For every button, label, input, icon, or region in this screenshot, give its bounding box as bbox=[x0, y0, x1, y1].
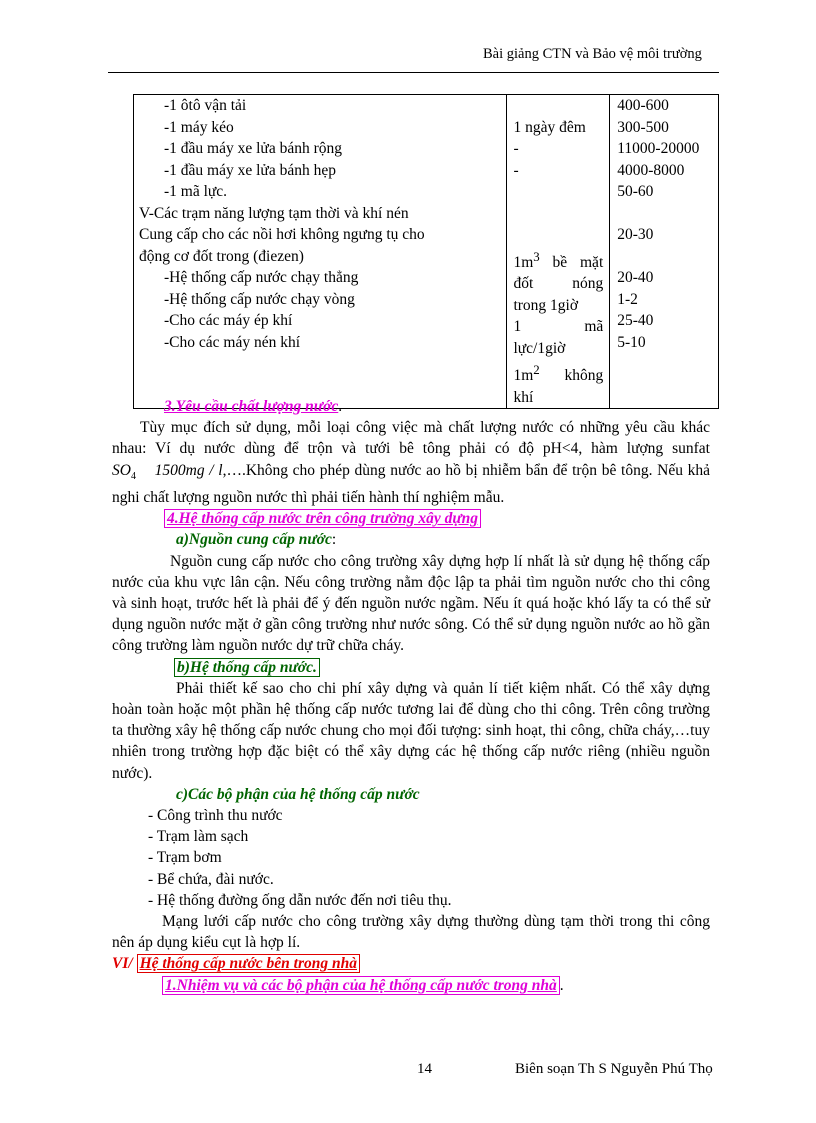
unit-text: 1m bbox=[513, 253, 534, 271]
value-line: 1-2 bbox=[617, 290, 638, 308]
table-cell-unit bbox=[507, 95, 610, 409]
subsection-b-text: b)Hệ thống cấp nước. bbox=[174, 658, 320, 677]
header-rule bbox=[108, 72, 719, 73]
unit-line bbox=[513, 203, 603, 225]
desc-line: động cơ đốt trong (điezen) bbox=[139, 247, 304, 265]
value-line bbox=[617, 246, 712, 268]
paragraph-text: Tùy mục đích sử dụng, mỗi loại công việc mà chất lượng nước có những yêu cầu khác nhau: Ví dụ nước dùng để trộn và tưới bê tông phải có độ pH<4, hàm lượng sunfat bbox=[112, 419, 710, 458]
unit-line bbox=[513, 316, 603, 338]
page-header-title: Bài giảng CTN và Bảo vệ môi trường bbox=[483, 46, 702, 62]
value-line: 4000-8000 bbox=[617, 161, 685, 179]
section-3-heading-text: 3.Yêu cầu chất lượng nước bbox=[164, 398, 339, 415]
subsection-c-paragraph: Mạng lưới cấp nước cho công trường xây dựng thường dùng tạm thời trong thi công nên áp dụng kiểu cụt là hợp lí. bbox=[112, 912, 710, 952]
desc-line: V-Các trạm năng lượng tạm thời và khí nén bbox=[139, 204, 409, 222]
desc-line: -1 mã lực. bbox=[164, 183, 228, 200]
value-line bbox=[617, 203, 712, 225]
section-6-sub1 bbox=[112, 975, 710, 996]
desc-line: -1 máy kéo bbox=[164, 118, 234, 136]
unit-line bbox=[513, 95, 603, 117]
section-4-heading-text: 4.Hệ thống cấp nước trên công trường xây dựng bbox=[164, 509, 481, 528]
value-line: 20-30 bbox=[617, 226, 654, 243]
table-cell-description bbox=[134, 95, 507, 409]
desc-line: -1 ôtô vận tải bbox=[164, 97, 247, 114]
list-item: - Công trình thu nước bbox=[148, 806, 283, 824]
heading-dot: . bbox=[559, 976, 564, 994]
unit-line bbox=[513, 224, 603, 246]
section-6-sub1-text: 1.Nhiệm vụ và các bộ phận của hệ thống cấp nước trong nhà bbox=[162, 976, 560, 995]
desc-line: Cung cấp cho các nồi hơi không ngưng tụ cho bbox=[139, 226, 425, 243]
unit-text: mã bbox=[584, 318, 604, 336]
section-3-heading bbox=[112, 396, 710, 417]
desc-line: -Hệ thống cấp nước chạy vòng bbox=[164, 290, 355, 308]
footer-author: Biên soạn Th S Nguyễn Phú Thọ bbox=[515, 1061, 713, 1077]
main-content bbox=[112, 396, 710, 996]
heading-dot: . bbox=[338, 398, 343, 415]
formula-value: 1500mg / l bbox=[154, 461, 223, 479]
value-line: 25-40 bbox=[617, 312, 654, 329]
unit-exponent: 3 bbox=[533, 248, 540, 264]
subsection-c-heading bbox=[112, 784, 710, 805]
subsection-c-text: c)Các bộ phận của hệ thống cấp nước bbox=[176, 785, 420, 803]
unit-line: khí bbox=[513, 388, 534, 406]
section-6-heading-text: Hệ thống cấp nước bên trong nhà bbox=[137, 954, 360, 973]
desc-line: -1 đầu máy xe lửa bánh hẹp bbox=[164, 161, 336, 179]
section-4-heading bbox=[112, 508, 710, 529]
section-6-prefix: VI/ bbox=[112, 955, 133, 973]
desc-line: -Cho các máy ép khí bbox=[164, 312, 293, 329]
formula-subscript: 4 bbox=[130, 470, 136, 482]
table-cell-value bbox=[610, 95, 719, 409]
unit-text: 1m bbox=[513, 367, 534, 385]
unit-line: - bbox=[513, 161, 519, 179]
unit-exponent: 2 bbox=[533, 362, 540, 378]
unit-line: lực/1giờ bbox=[513, 339, 566, 357]
subsection-a-text: a)Nguồn cung cấp nước bbox=[176, 531, 332, 549]
subsection-a-paragraph: Nguồn cung cấp nước cho công trường xây dựng hợp lí nhất là sử dụng hệ thống cấp nước của khu vực lân cận. Nếu công trường nằm độc lập ta phải tìm nguồn nước cho thi công và sinh hoạt, trước hết là phải để ý đến nguồn nước ngầm. Nếu ít quá hoặc khó lấy ta có thể sử dụng nguồn nước mặt ở gần công trường như nước sông. Có thể sử dụng nguồn nước ao hồ gần công trường làm nguồn nước dự trữ chữa cháy. bbox=[112, 552, 710, 655]
heading-colon: : bbox=[331, 531, 337, 549]
water-usage-table bbox=[133, 94, 719, 409]
table-row bbox=[134, 95, 719, 409]
list-item: - Trạm làm sạch bbox=[148, 828, 249, 846]
value-line: 20-40 bbox=[617, 269, 654, 286]
list-item: - Hệ thống đường ống dẫn nước đến nơi tiêu thụ. bbox=[148, 891, 452, 909]
value-line: 50-60 bbox=[617, 183, 654, 200]
sulfate-formula bbox=[112, 461, 223, 482]
desc-line: -Cho các máy nén khí bbox=[164, 333, 301, 351]
unit-line bbox=[513, 181, 603, 203]
value-line: 300-500 bbox=[617, 118, 669, 136]
unit-line: 1 ngày đêm bbox=[513, 118, 586, 136]
section-3-paragraph bbox=[112, 417, 710, 508]
page-number: 14 bbox=[417, 1061, 432, 1077]
unit-text: 1 bbox=[513, 318, 522, 336]
unit-line: - bbox=[513, 140, 519, 157]
list-item: - Bể chứa, đài nước. bbox=[148, 870, 274, 888]
desc-line: -Hệ thống cấp nước chạy thẳng bbox=[164, 269, 359, 286]
desc-line: -1 đầu máy xe lửa bánh rộng bbox=[164, 140, 342, 157]
value-line: 11000-20000 bbox=[617, 140, 700, 157]
unit-text: không bbox=[539, 367, 604, 385]
list-item: - Trạm bơm bbox=[148, 849, 222, 867]
unit-line bbox=[513, 359, 603, 387]
unit-line: trong 1giờ bbox=[513, 296, 579, 314]
paragraph-text: ,….Không cho phép dùng nước ao hồ bị nhiễm bẩn để trộn bê tông. Nếu khả nghi chất lượng nguồn nước thì phải tiến hành thí nghiệm mẫu. bbox=[112, 461, 711, 506]
subsection-b-paragraph: Phải thiết kế sao cho chi phí xây dựng và quản lí tiết kiệm nhất. Có thể xây dựng hoàn toàn hoặc một phần hệ thống cấp nước tương lai để dùng cho thi công. Trên công trường ta thường xây hệ thống cấp nước chung cho mọi đối tượng: sinh hoạt, thi công, chữa cháy,…tuy nhiên trong trường hợp đặc biệt có thể xây dựng các hệ thống cấp nước riêng (nhiều nguồn nước). bbox=[112, 679, 710, 782]
subsection-a-heading bbox=[112, 529, 710, 550]
unit-line: đốt nóng bbox=[513, 275, 604, 293]
unit-text: bề mặt bbox=[539, 253, 604, 271]
subsection-b-heading bbox=[112, 657, 710, 678]
unit-line bbox=[513, 246, 603, 274]
section-6-heading bbox=[112, 953, 710, 974]
value-line: 5-10 bbox=[617, 333, 646, 351]
value-line: 400-600 bbox=[617, 97, 669, 114]
formula-symbol: SO bbox=[112, 461, 131, 479]
